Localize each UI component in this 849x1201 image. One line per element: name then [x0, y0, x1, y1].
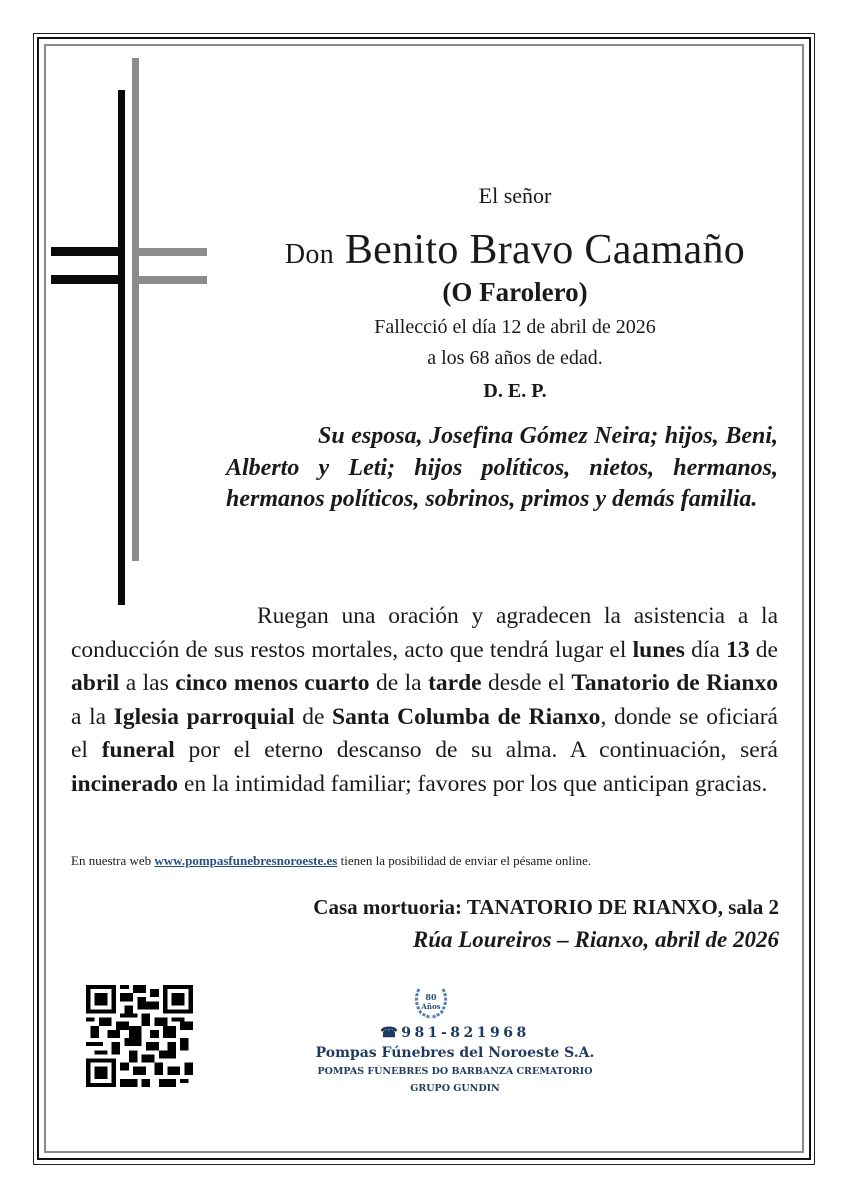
body-text: desde el — [481, 670, 572, 697]
family-list — [226, 421, 778, 516]
emphasis-text: Tanatorio de Rianxo — [571, 670, 779, 697]
emphasis-text: incinerado — [71, 770, 179, 797]
rip-text: D. E. P. — [483, 380, 547, 402]
svg-text:Años: Años — [421, 1002, 441, 1011]
family-text: Su esposa, Josefina Gómez Neira; hijos, Beni, Alberto y Leti; hijos políticos, nietos, hermanos, hermanos políticos, sobrinos, primos y demás familia. — [226, 423, 778, 512]
nickname: (O Farolero) — [442, 277, 588, 307]
qr-code-icon[interactable] — [86, 985, 193, 1087]
web-notice-prefix: En nuestra web — [71, 853, 155, 868]
body-text: día — [684, 636, 727, 663]
ceremony-text — [71, 600, 778, 802]
intro-text: El señor — [478, 183, 552, 208]
emphasis-text: 13 — [726, 636, 750, 663]
body-text: , donde se oficiará el — [71, 703, 778, 764]
body-text: por el eterno descanso de su alma. A continuación, será — [174, 737, 778, 764]
title-prefix: Don — [284, 239, 335, 270]
emphasis-text: lunes — [632, 636, 685, 663]
cross-gray-arm-bottom — [132, 276, 207, 284]
emphasis-text: abril — [71, 670, 120, 697]
company-subline-1: POMPAS FÚNEBRES DO BARBANZA CREMATORIO — [317, 1066, 593, 1077]
body-text: a la — [71, 703, 114, 730]
emphasis-text: cinco menos cuarto — [175, 670, 370, 697]
phone-text: 981-821968 — [401, 1025, 530, 1041]
funeral-home-location: Casa mortuoria: TANATORIO DE RIANXO, sala 2 — [313, 895, 779, 919]
body-text: en la intimidad familiar; favores por los que anticipan gracias. — [178, 770, 768, 797]
ceremony-segments — [71, 603, 778, 797]
death-date: Fallecció el día 12 de abril de 2026 — [374, 316, 656, 338]
body-text: a las — [119, 670, 176, 697]
web-notice-suffix: tienen la posibilidad de enviar el pésame online. — [337, 853, 592, 868]
body-text: de la — [369, 670, 429, 697]
cross-gray-vertical — [132, 58, 139, 561]
emphasis-text: tarde — [428, 670, 482, 697]
company-name: Pompas Fúnebres del Noroeste S.A. — [315, 1045, 595, 1061]
body-text: de — [749, 636, 778, 663]
body-text: Ruegan una oración y agradecen la asistencia a la conducción de sus restos mortales, acto que tendrá lugar el — [71, 603, 778, 663]
age: a los 68 años de edad. — [427, 347, 603, 369]
full-name: Benito Bravo Caamaño — [344, 227, 746, 273]
cross-black-arm-top — [51, 247, 125, 256]
anniversary-laurel-icon — [411, 983, 451, 1021]
phone-number — [230, 1025, 680, 1041]
emphasis-text: Santa Columba de Rianxo — [332, 703, 601, 730]
cross-black-arm-bottom — [51, 275, 125, 284]
deceased-name — [230, 226, 800, 274]
web-notice — [71, 853, 591, 869]
body-text: de — [294, 703, 333, 730]
cross-black-vertical — [118, 90, 125, 605]
svg-text:80: 80 — [425, 992, 437, 1002]
website-link[interactable]: www.pompasfunebresnoroeste.es — [154, 853, 338, 868]
company-subline-2: GRUPO GUNDIN — [410, 1083, 500, 1094]
place-and-date: Rúa Loureiros – Rianxo, abril de 2026 — [412, 927, 779, 952]
emphasis-text: Iglesia parroquial — [113, 703, 295, 730]
phone-icon: ☎ — [380, 1025, 402, 1041]
cross-gray-arm-top — [132, 248, 207, 256]
emphasis-text: funeral — [101, 737, 175, 764]
